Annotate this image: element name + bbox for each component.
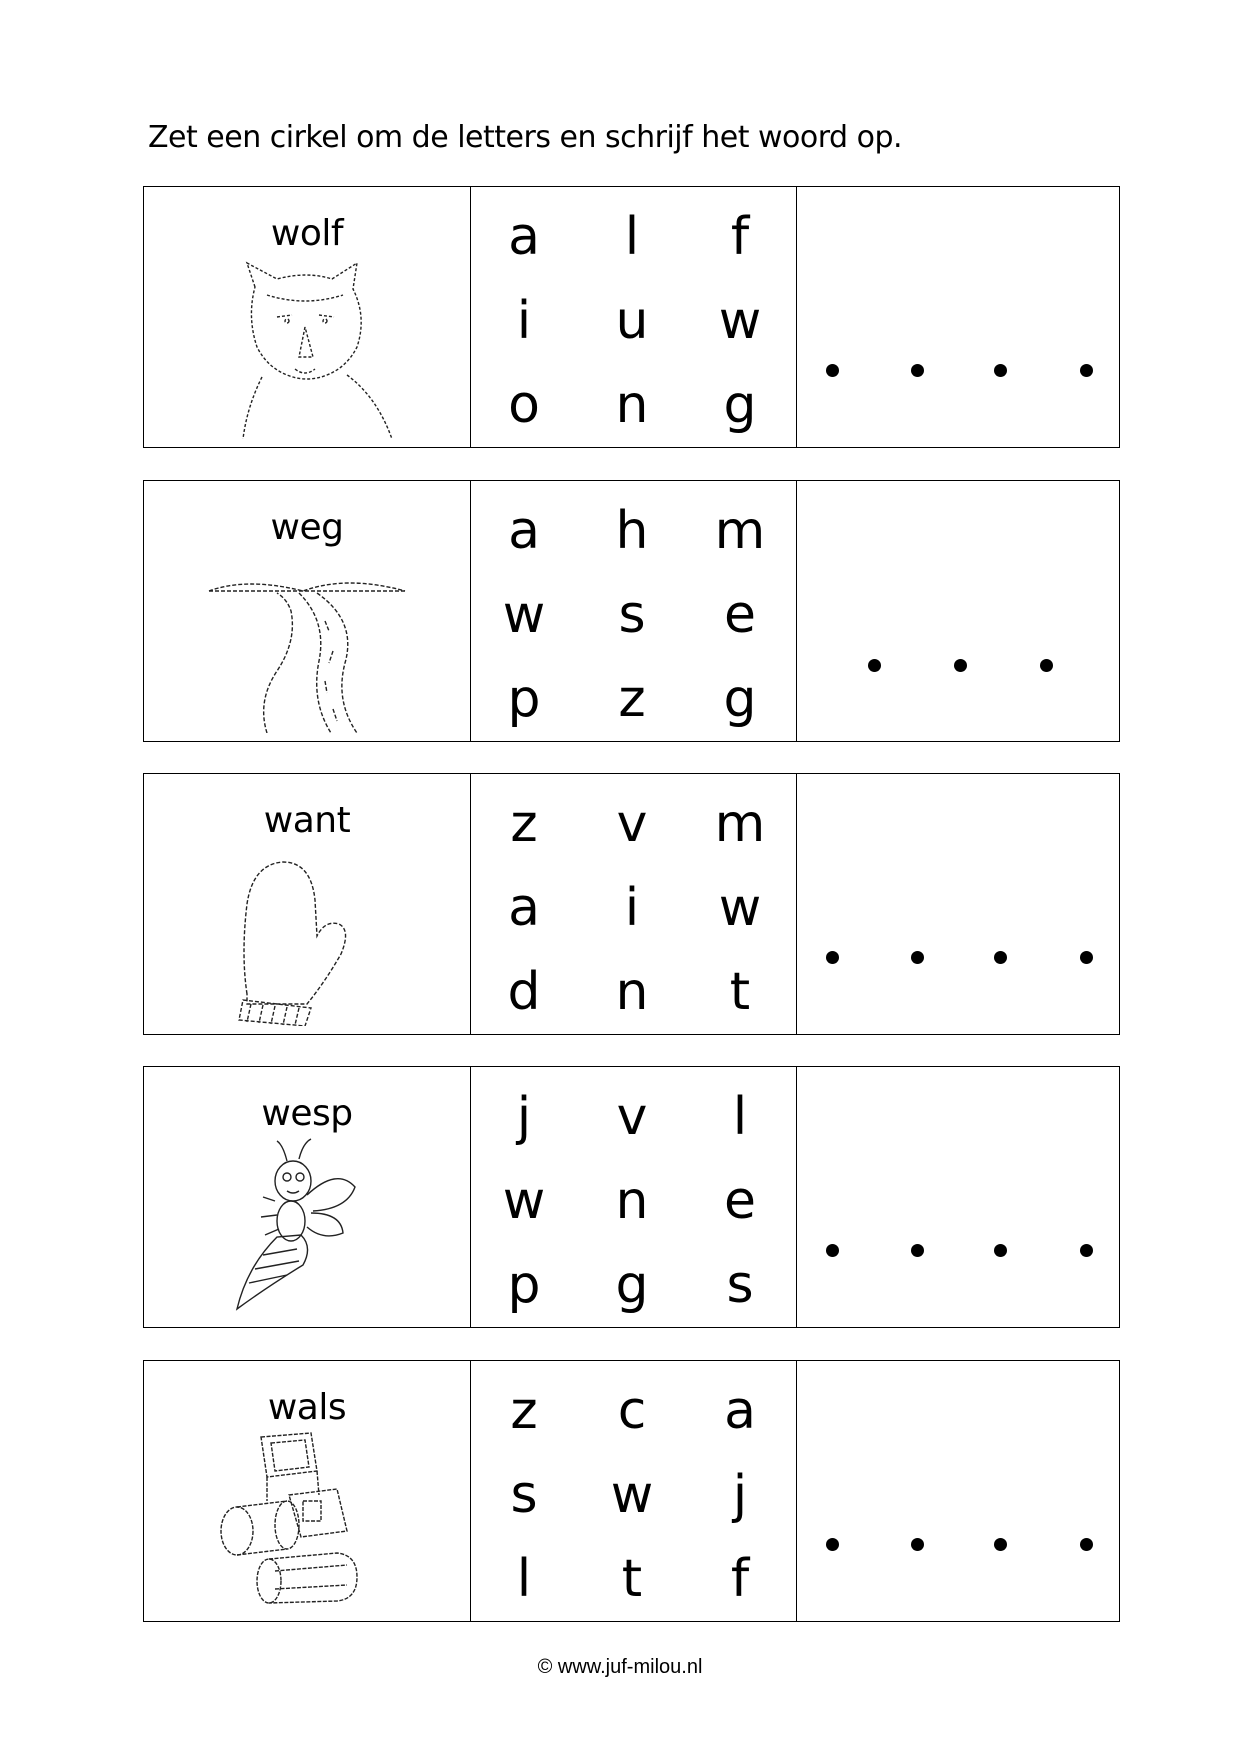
letter-choice[interactable]: c (617, 1381, 647, 1441)
letter-choice[interactable]: a (724, 1381, 756, 1441)
letter-blank (826, 1538, 839, 1551)
letter-choice[interactable]: w (502, 1171, 546, 1231)
letter-choice[interactable]: i (624, 878, 640, 938)
answer-cell[interactable] (796, 481, 1119, 741)
letter-choice[interactable]: g (615, 1255, 649, 1315)
target-word: wals (267, 1387, 347, 1428)
letter-blank (994, 364, 1007, 377)
letter-blank (911, 364, 924, 377)
letter-choice[interactable]: l (732, 1087, 748, 1147)
letter-choice[interactable]: w (610, 1465, 654, 1525)
picture-cell (144, 187, 471, 447)
picture-cell (144, 774, 471, 1034)
picture-cell (144, 481, 471, 741)
letter-choice[interactable]: a (508, 501, 540, 561)
steamroller-icon (207, 1431, 407, 1613)
letter-blank (911, 1538, 924, 1551)
letter-choice[interactable]: l (624, 207, 640, 267)
letter-choice[interactable]: p (507, 1255, 541, 1315)
target-word: wesp (261, 1093, 353, 1134)
letter-choice[interactable]: s (510, 1465, 538, 1525)
letter-blank (1080, 1244, 1093, 1257)
letter-choice[interactable]: g (723, 669, 757, 729)
mitten-icon (207, 844, 407, 1026)
letter-grid (470, 774, 797, 1034)
letter-blank (994, 1244, 1007, 1257)
letter-choice[interactable]: z (510, 1381, 538, 1441)
letter-blank (826, 951, 839, 964)
letter-blank (1080, 364, 1093, 377)
answer-cell[interactable] (796, 774, 1119, 1034)
answer-cell[interactable] (796, 1067, 1119, 1327)
letter-choice[interactable]: n (615, 962, 649, 1022)
wasp-icon (207, 1137, 407, 1319)
letter-choice[interactable]: f (730, 1549, 750, 1609)
letter-blank (994, 951, 1007, 964)
letter-choice[interactable]: n (615, 1171, 649, 1231)
letter-choice[interactable]: j (516, 1087, 532, 1147)
road-icon (207, 551, 407, 733)
copyright-footer: © www.juf-milou.nl (537, 1656, 703, 1678)
letter-choice[interactable]: v (616, 794, 648, 854)
wolf-icon (207, 257, 407, 439)
letter-choice[interactable]: m (714, 501, 766, 561)
letter-choice[interactable]: m (714, 794, 766, 854)
letter-choice[interactable]: a (508, 878, 540, 938)
letter-choice[interactable]: v (616, 1087, 648, 1147)
letter-choice[interactable]: z (510, 794, 538, 854)
letter-choice[interactable]: u (615, 291, 649, 351)
letter-blank (826, 364, 839, 377)
letter-blank (826, 1244, 839, 1257)
letter-blank (1080, 1538, 1093, 1551)
answer-cell[interactable] (796, 1361, 1119, 1621)
letter-choice[interactable]: w (502, 585, 546, 645)
letter-blank (1040, 659, 1053, 672)
letter-choice[interactable]: g (723, 375, 757, 435)
letter-grid (470, 1361, 797, 1621)
letter-choice[interactable]: f (730, 207, 750, 267)
letter-grid (470, 481, 797, 741)
letter-choice[interactable]: l (516, 1549, 532, 1609)
letter-choice[interactable]: w (718, 878, 762, 938)
target-word: wolf (270, 213, 344, 254)
letter-choice[interactable]: s (618, 585, 646, 645)
exercise-row (143, 1360, 1120, 1622)
letter-choice[interactable]: e (724, 1171, 756, 1231)
letter-choice[interactable]: o (508, 375, 540, 435)
letter-choice[interactable]: e (724, 585, 756, 645)
instruction-text: Zet een cirkel om de letters en schrijf het woord op. (148, 120, 903, 155)
letter-choice[interactable]: h (615, 501, 649, 561)
picture-cell (144, 1067, 471, 1327)
letter-choice[interactable]: p (507, 669, 541, 729)
letter-choice[interactable]: a (508, 207, 540, 267)
answer-cell[interactable] (796, 187, 1119, 447)
letter-choice[interactable]: d (507, 962, 541, 1022)
letter-choice[interactable]: i (516, 291, 532, 351)
exercise-row (143, 773, 1120, 1035)
target-word: weg (270, 507, 344, 548)
letter-choice[interactable]: n (615, 375, 649, 435)
letter-blank (911, 951, 924, 964)
letter-choice[interactable]: t (621, 1549, 643, 1609)
letter-blank (994, 1538, 1007, 1551)
letter-choice[interactable]: t (729, 962, 751, 1022)
letter-choice[interactable]: j (732, 1465, 748, 1525)
letter-grid (470, 187, 797, 447)
letter-grid (470, 1067, 797, 1327)
letter-blank (1080, 951, 1093, 964)
letter-choice[interactable]: z (618, 669, 646, 729)
letter-blank (868, 659, 881, 672)
exercise-row (143, 1066, 1120, 1328)
exercise-row (143, 186, 1120, 448)
letter-choice[interactable]: s (726, 1255, 754, 1315)
letter-blank (911, 1244, 924, 1257)
picture-cell (144, 1361, 471, 1621)
letter-choice[interactable]: w (718, 291, 762, 351)
target-word: want (263, 800, 351, 841)
exercise-row (143, 480, 1120, 742)
letter-blank (954, 659, 967, 672)
